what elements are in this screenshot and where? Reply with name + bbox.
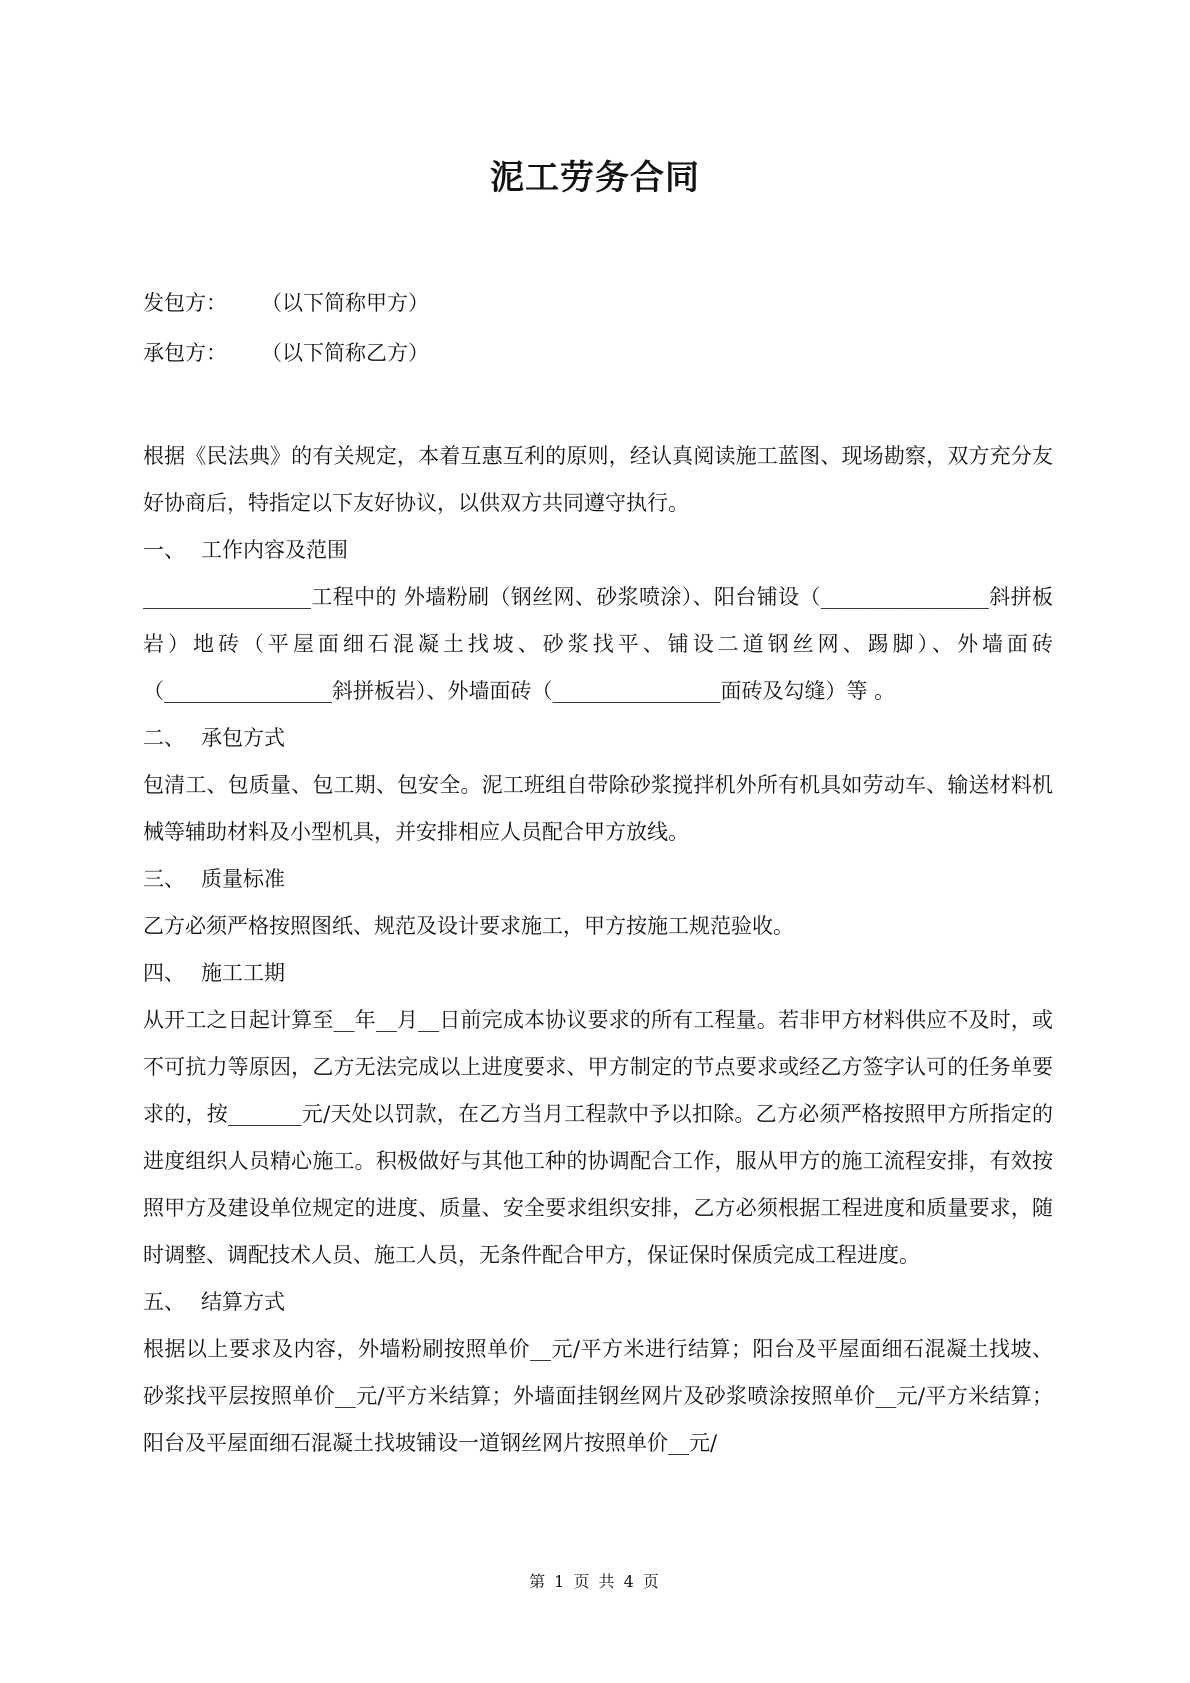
section-heading-4 (143, 950, 1053, 997)
section-number: 二、 (143, 726, 185, 750)
section-body-1: ________________工程中的 外墙粉刷（钢丝网、砂浆喷涂）、阳台铺设（________________斜拼板岩）地砖（平屋面细石混凝土找坡、砂浆找平、铺设二道钢丝网、踢脚）、外墙面砖（________________斜拼板岩）、外墙面砖（________________面砖及勾缝）等 。 (143, 585, 1053, 703)
party-b-label: 承包方： (143, 341, 227, 365)
party-b-note: （以下简称乙方） (261, 341, 429, 365)
party-a-note: （以下简称甲方） (261, 291, 429, 315)
section-number: 五、 (143, 1290, 185, 1314)
section-body-3: 乙方必须严格按照图纸、规范及设计要求施工，甲方按施工规范验收。 (143, 914, 794, 938)
section-title: 施工工期 (201, 961, 285, 985)
section-body-4: 从开工之日起计算至__年__月__日前完成本协议要求的所有工程量。若非甲方材料供应不及时，或不可抗力等原因，乙方无法完成以上进度要求、甲方制定的节点要求或经乙方签字认可的任务单要求的，按_______元/天处以罚款，在乙方当月工程款中予以扣除。乙方必须严格按照甲方所指定的进度组织人员精心施工。积极做好与其他工种的协调配合工作，服从甲方的施工流程安排，有效按照甲方及建设单位规定的进度、质量、安全要求组织安排，乙方必须根据工程进度和质量要求，随时调整、调配技术人员、施工人员，无条件配合甲方，保证保时保质完成工程进度。 (143, 1008, 1053, 1267)
section-heading-3 (143, 856, 1053, 903)
section-title: 承包方式 (201, 726, 285, 750)
section-body-5: 根据以上要求及内容，外墙粉刷按照单价__元/平方米进行结算；阳台及平屋面细石混凝土找坡、砂浆找平层按照单价__元/平方米结算；外墙面挂钢丝网片及砂浆喷涂按照单价__元/平方米结算；阳台及平屋面细石混凝土找坡铺设一道钢丝网片按照单价__元/ (143, 1337, 1053, 1455)
party-a-label: 发包方： (143, 291, 227, 315)
party-a (143, 278, 1053, 328)
spacer (143, 378, 1053, 433)
section-heading-2 (143, 715, 1053, 762)
party-b (143, 328, 1053, 378)
section-number: 三、 (143, 867, 185, 891)
intro-paragraph: 根据《民法典》的有关规定，本着互惠互利的原则，经认真阅读施工蓝图、现场勘察，双方充分友好协商后，特指定以下友好协议，以供双方共同遵守执行。 (143, 444, 1053, 515)
section-title: 结算方式 (201, 1290, 285, 1314)
section-number: 四、 (143, 961, 185, 985)
section-heading-1 (143, 527, 1053, 574)
page-footer: 第 1 页 共 4 页 (529, 1572, 661, 1591)
section-number: 一、 (143, 538, 185, 562)
section-body-2: 包清工、包质量、包工期、包安全。泥工班组自带除砂浆搅拌机外所有机具如劳动车、输送材料机械等辅助材料及小型机具，并安排相应人员配合甲方放线。 (143, 773, 1053, 844)
document-title: 泥工劳务合同 (490, 158, 700, 198)
section-title: 工作内容及范围 (201, 538, 348, 562)
document-body (143, 278, 1053, 1467)
section-title: 质量标准 (201, 867, 285, 891)
section-heading-5 (143, 1279, 1053, 1326)
